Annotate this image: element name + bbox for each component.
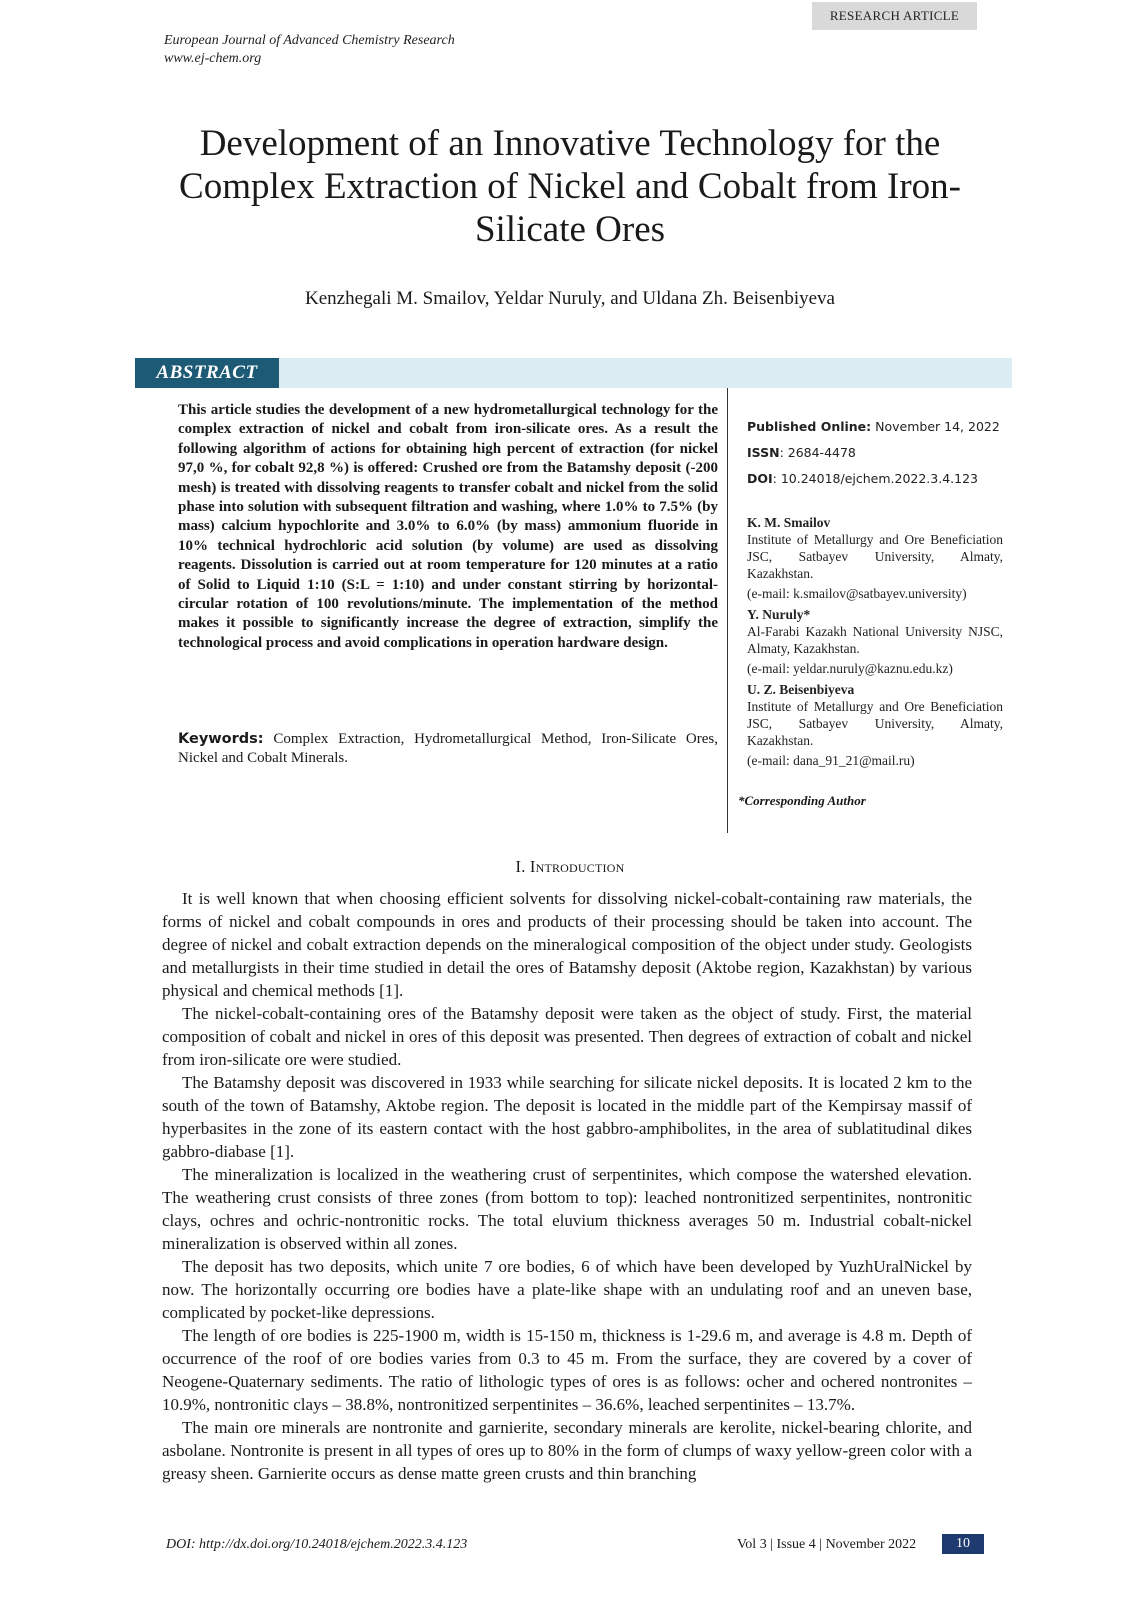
section-heading — [150, 857, 990, 877]
article-type-badge: RESEARCH ARTICLE — [812, 2, 977, 30]
issn-value: : 2684-4478 — [779, 445, 856, 460]
paper-title: Development of an Innovative Technology for the Complex Extraction of Nickel and Cobalt from Iron-Silicate Ores — [179, 123, 961, 250]
author-affiliation-1 — [747, 514, 1003, 602]
published-label: Published Online: — [747, 419, 872, 434]
affiliation-name: Y. Nuruly* — [747, 607, 811, 622]
paragraph: The length of ore bodies is 225-1900 m, width is 15-150 m, thickness is 1-29.6 m, and average is 4.8 m. Depth of occurrence of the roof of ore bodies varies from 0.3 to 45 m. From the surface, they are covered by a cover of Neogene-Quaternary sediments. The ratio of lithologic types of ores is as follows: ocher and ochered nontronites – 10.9%, nontronitic clays – 38.8%, nontronitized serpentinites – 36.6%, leached serpentinites – 13.7%. — [162, 1326, 972, 1414]
paragraph: The Batamshy deposit was discovered in 1933 while searching for silicate nickel deposits. It is located 2 km to the south of the town of Batamshy, Aktobe region. The deposit is located in the middle part of the Kempirsay massif of hyperbasites in the zone of its eastern contact with the host gabbro-amphibolites, in the area of sublatitudinal dikes gabbro-diabase [1]. — [162, 1073, 972, 1161]
journal-header — [164, 32, 455, 68]
published-value: November 14, 2022 — [875, 419, 1000, 434]
section-number: I. — [515, 857, 526, 876]
paragraph: It is well known that when choosing efficient solvents for dissolving nickel-cobalt-containing raw materials, the forms of nickel and cobalt compounds in ores and products of their processing should be taken into account. The degree of nickel and cobalt extraction depends on the mineralogical composition of the object under study. Geologists and metallurgists in their time studied in detail the ores of Batamshy deposit (Aktobe region, Kazakhstan) by various physical and chemical methods [1]. — [162, 889, 972, 1000]
keywords-list: Complex Extraction, Hydrometallurgical Method, Iron-Silicate Ores, Nickel and Cobalt Minerals. — [178, 731, 719, 767]
doi — [747, 470, 1003, 487]
doi-label: DOI — [747, 471, 773, 486]
affiliation-name: U. Z. Beisenbiyeva — [747, 682, 855, 697]
paragraph: The main ore minerals are nontronite and garnierite, secondary minerals are kerolite, nickel-bearing chlorite, and asbolane. Nontronite is present in all types of ores up to 80% in the form of clumps of waxy yellow-green color with a greasy sheen. Garnierite occurs as dense matte green crusts and thin branching — [162, 1418, 972, 1483]
corresponding-author-note: *Corresponding Author — [738, 793, 866, 808]
paragraph: The mineralization is localized in the weathering crust of serpentinites, which compose the watershed elevation. The weathering crust consists of three zones (from bottom to top): leached nontronitized serpentinites, nontronitic clays, ochres and ochric-nontronitic rocks. The total eluvium thickness averages 50 m. Industrial cobalt-nickel mineralization is observed within all zones. — [162, 1165, 972, 1253]
page-number: 10 — [942, 1534, 984, 1554]
affiliation-name: K. M. Smailov — [747, 515, 831, 530]
keywords-label: Keywords: — [178, 731, 264, 747]
column-divider — [727, 388, 728, 833]
affiliation-institution: Al-Farabi Kazakh National University NJSC, Almaty, Kazakhstan. — [747, 624, 1003, 656]
footer-volume: Vol 3 | Issue 4 | November 2022 — [737, 1537, 917, 1552]
author-affiliation-2 — [747, 606, 1003, 677]
affiliation-email[interactable]: (e-mail: dana_91_21@mail.ru) — [747, 753, 915, 768]
keywords — [178, 730, 718, 769]
abstract-label: ABSTRACT — [135, 358, 279, 388]
footer-doi[interactable]: DOI: http://dx.doi.org/10.24018/ejchem.2022.3.4.123 — [166, 1537, 468, 1552]
issn-label: ISSN — [747, 445, 780, 460]
section-title: Introduction — [529, 857, 625, 876]
publication-meta — [747, 418, 1003, 487]
published-online — [747, 418, 1003, 435]
paragraph: The nickel-cobalt-containing ores of the Batamshy deposit were taken as the object of study. First, the material composition of cobalt and nickel in ores of this deposit was presented. Then degrees of extraction of cobalt and nickel from iron-silicate ore were studied. — [162, 1004, 972, 1069]
author-list: Kenzhegali M. Smailov, Yeldar Nuruly, and Uldana Zh. Beisenbiyeva — [305, 288, 835, 309]
doi-value[interactable]: : 10.24018/ejchem.2022.3.4.123 — [772, 471, 978, 486]
journal-url[interactable]: www.ej-chem.org — [164, 51, 262, 66]
abstract-text: This article studies the development of a new hydrometallurgical technology for the complex extraction of nickel and cobalt from iron-silicate ores. As a result the following algorithm of actions for obtaining high percent of extraction (for nickel 97,0 %, for cobalt 92,8 %) is offered: Crushed ore from the Batamshy deposit (-200 mesh) is treated with dissolving reagents to transfer cobalt and nickel from the solid phase into solution with subsequent filtration and washing, where 1.0% to 7.5% (by mass) calcium hypochlorite and 3.0% to 6.0% (by mass) ammonium fluoride in 10% technical hydrochloric acid solution (by volume) are used as dissolving reagents. Dissolution is carried out at room temperature for 120 minutes at a ratio of Solid to Liquid 1:10 (S:L = 1:10) and under constant stirring by horizontal-circular rotation of 100 revolutions/minute. The implementation of the method makes it possible to significantly increase the degree of extraction, simplify the technological process and avoid complications in operation hardware design. — [178, 402, 718, 651]
affiliation-institution: Institute of Metallurgy and Ore Beneficiation JSC, Satbayev University, Almaty, Kazakhstan. — [747, 532, 1003, 581]
affiliation-email[interactable]: (e-mail: k.smailov@satbayev.university) — [747, 586, 967, 601]
journal-name: European Journal of Advanced Chemistry Research — [164, 33, 455, 48]
affiliation-institution: Institute of Metallurgy and Ore Beneficiation JSC, Satbayev University, Almaty, Kazakhstan. — [747, 699, 1003, 748]
affiliation-email[interactable]: (e-mail: yeldar.nuruly@kaznu.edu.kz) — [747, 661, 953, 676]
paragraph: The deposit has two deposits, which unite 7 ore bodies, 6 of which have been developed by YuzhUralNickel by now. The horizontally occurring ore bodies have a plate-like shape with an undulating roof and an uneven base, complicated by pocket-like depressions. — [162, 1257, 972, 1322]
author-affiliation-3 — [747, 681, 1003, 769]
issn — [747, 444, 1003, 461]
introduction-body — [162, 887, 972, 1485]
